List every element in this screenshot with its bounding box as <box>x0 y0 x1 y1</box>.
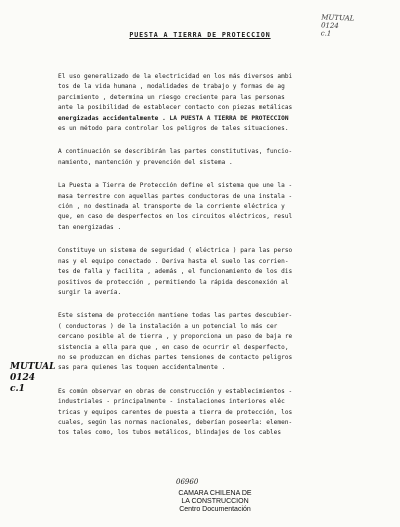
text-line: ante la posibilidad de establecer contacto con piezas metálicas <box>58 104 293 112</box>
text-line: masa terrestre con aquellas partes conductoras de una instala - <box>58 192 293 200</box>
library-stamp <box>10 362 55 395</box>
footer-line: Centro Documentación <box>179 506 251 513</box>
paragraph <box>58 147 358 168</box>
text-line: tan energizadas . <box>58 223 122 231</box>
paragraph <box>58 311 358 373</box>
text-line: El uso generalizado de la electricidad en los más diversos ambi <box>58 73 293 80</box>
text-line: cercano posible al de tierra , y proporciona un paso de baja re <box>58 333 293 341</box>
text-line: cuales, según las normas nacionales, deberían poseerla: elemen- <box>58 418 293 426</box>
document-body <box>58 72 358 452</box>
text-line: nas y el equipo conectado . Deriva hasta el suelo las corrien- <box>58 257 289 265</box>
paragraph <box>58 387 358 439</box>
text-line: ción , no destinada al transporte de la corriente eléctrica y <box>58 203 285 211</box>
paragraph <box>58 181 358 233</box>
text-line: es un método para controlar los peligros de tales situaciones. <box>58 125 289 133</box>
text-line: industriales - principalmente - instalaciones interiores eléc <box>58 398 285 406</box>
text-line: que, en caso de desperfectos en los circuitos eléctricos, resul <box>58 213 293 221</box>
text-line: parcimiento , determina un riesgo creciente para las personas <box>58 93 285 101</box>
paragraph <box>58 246 358 298</box>
margin-note-line: MUTUAL <box>321 13 355 23</box>
handwritten-number: 06960 <box>176 478 199 486</box>
text-line: no se produzcan en dichas partes tensiones de contacto peligros <box>58 353 293 361</box>
text-line: tricas y equipos carentes de puesta a tierra de protección, los <box>58 408 293 416</box>
text-line: sistencia a ella para que , en caso de ocurrir el desperfecto, <box>58 343 289 351</box>
text-line: Constituye un sistema de seguridad ( eléctrica ) para las perso <box>58 247 293 255</box>
stamp-line: 0124 <box>10 373 36 383</box>
text-line: Este sistema de protección mantiene todas las partes descubier- <box>58 312 293 320</box>
text-line: A continuación se describirán las partes constitutivas, funcio- <box>58 148 293 156</box>
stamp-line: c.1 <box>10 384 25 394</box>
institution-footer <box>160 490 270 514</box>
text-line: energizadas accidentalmente . LA PUESTA A TIERRA DE PROTECCION <box>58 114 289 122</box>
text-line: sas para quienes las toquen accidentalmente . <box>58 364 226 372</box>
text-line: tos tales como, los tubos metálicos, blindajes de los cables <box>58 429 282 437</box>
text-line: ( conductoras ) de la instalación a un potencial lo más cer <box>58 322 278 330</box>
text-line: La Puesta a Tierra de Protección define el sistema que une la - <box>58 182 293 190</box>
margin-note-line: c.1 <box>320 29 332 38</box>
paragraph <box>58 72 358 134</box>
text-line: tos de la vida humana , modalidades de trabajo y formas de ag <box>58 83 285 91</box>
text-line: namiento, mantención y prevención del sistema . <box>58 158 233 166</box>
text-line: positivos de protección , permitiendo la rápida desconexión al <box>58 278 289 286</box>
text-line: tes de falla y facilita , además , el funcionamiento de los dis <box>58 268 293 276</box>
title-text: PUESTA A TIERRA DE PROTECCION <box>129 31 271 39</box>
footer-line: LA CONSTRUCCION <box>181 498 249 505</box>
document-title <box>0 31 400 39</box>
text-line: surgir la avería. <box>58 288 122 296</box>
footer-line: CAMARA CHILENA DE <box>178 490 252 497</box>
margin-note-line: 0124 <box>320 21 339 31</box>
stamp-line: MUTUAL <box>10 362 56 372</box>
text-line: Es común observar en obras de construcción y establecimientos - <box>58 387 293 395</box>
